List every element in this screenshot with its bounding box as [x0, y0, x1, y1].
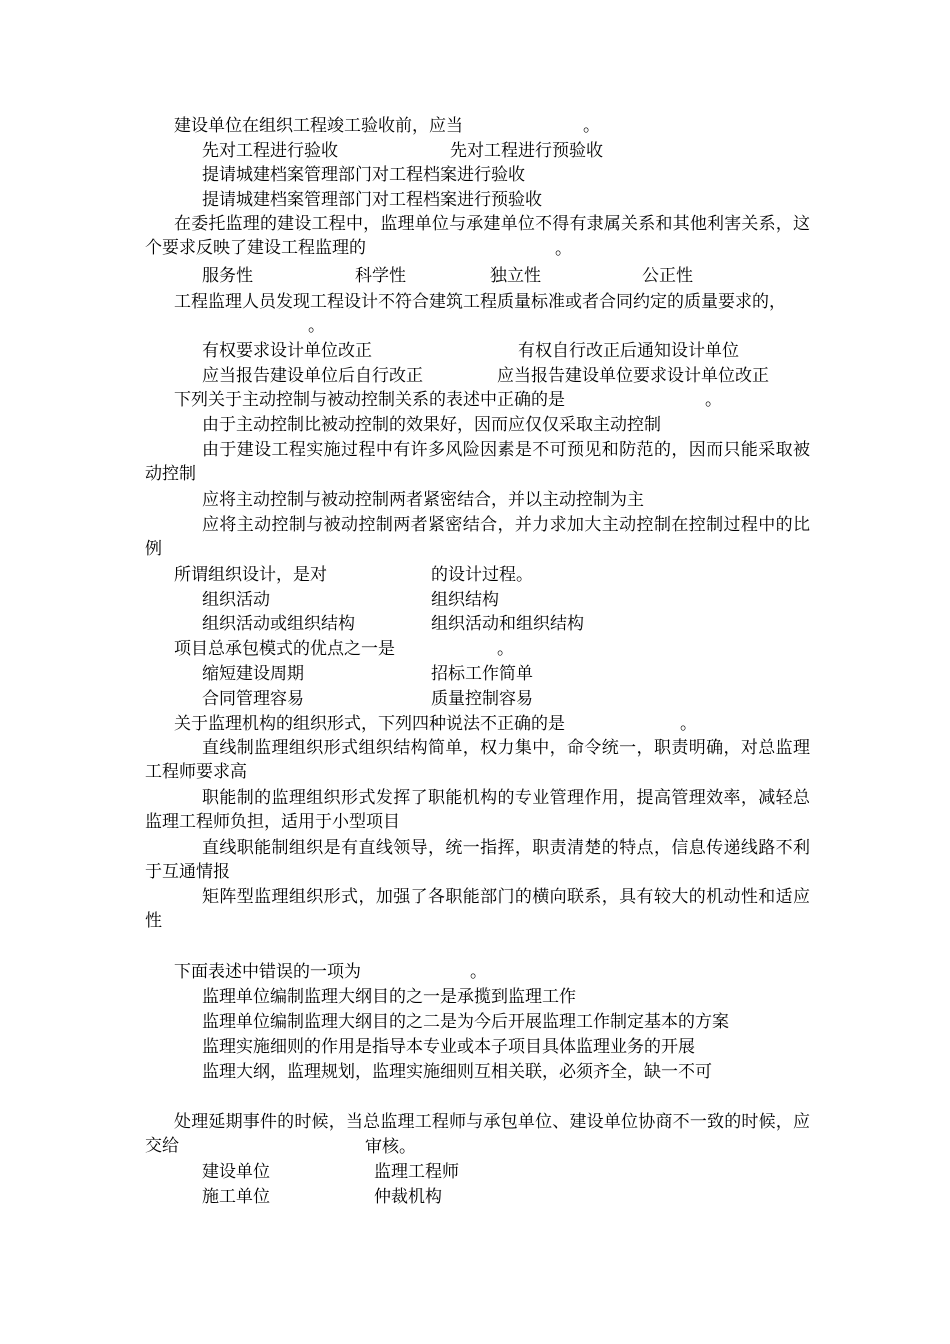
question-1-stem: 建设单位在组织工程竣工验收前，应当 [174, 116, 463, 136]
question-3-stem: 工程监理人员发现工程设计不符合建筑工程质量标准或者合同约定的质量要求的， [174, 292, 786, 312]
question-2-stem: 在委托监理的建设工程中，监理单位与承建单位不得有隶属关系和其他利害关系，这个要求反映了建设工程监理的 [145, 214, 810, 258]
question-4-stem: 下列关于主动控制与被动控制关系的表述中正确的是 [174, 390, 565, 410]
question-7-stem: 关于监理机构的组织形式，下列四种说法不正确的是 [174, 714, 565, 734]
question-3-option-b: 有权自行改正后通知设计单位 [518, 341, 739, 361]
question-2-option-c: 独立性 [490, 266, 541, 286]
question-4-end: 。 [705, 390, 722, 410]
question-1-option-b: 先对工程进行预验收 [450, 141, 603, 161]
question-3-end: 。 [308, 316, 325, 336]
question-7-option-a: 直线制监理组织形式组织结构简单，权力集中，命令统一，职责明确，对总监理工程师要求高 [145, 738, 810, 782]
question-2-option-a: 服务性 [202, 266, 253, 286]
question-7-end: 。 [680, 714, 697, 734]
question-1-option-a: 先对工程进行验收 [202, 141, 338, 161]
question-8-option-b: 监理单位编制监理大纲目的之二是为今后开展监理工作制定基本的方案 [202, 1012, 729, 1032]
question-6-stem: 项目总承包模式的优点之一是 [174, 639, 395, 659]
question-9-option-b: 监理工程师 [374, 1162, 459, 1182]
question-7-option-d: 矩阵型监理组织形式，加强了各职能部门的横向联系，具有较大的机动性和适应性 [145, 887, 810, 931]
question-2-option-d: 公正性 [642, 266, 693, 286]
question-4-option-b: 由于建设工程实施过程中有许多风险因素是不可预见和防范的，因而只能采取被动控制 [145, 440, 810, 484]
question-5-option-c: 组织活动或组织结构 [202, 614, 355, 634]
question-3-option-d: 应当报告建设单位要求设计单位改正 [497, 366, 769, 386]
question-9-option-c: 施工单位 [202, 1187, 270, 1207]
question-8-end: 。 [470, 962, 487, 982]
question-6-option-c: 合同管理容易 [202, 689, 304, 709]
question-5-stem: 所谓组织设计，是对 [174, 565, 327, 585]
question-8-option-c: 监理实施细则的作用是指导本专业或本子项目具体监理业务的开展 [202, 1037, 695, 1057]
question-8-option-d: 监理大纲，监理规划，监理实施细则互相关联，必须齐全，缺一不可 [202, 1062, 712, 1082]
question-5-option-d: 组织活动和组织结构 [431, 614, 584, 634]
question-4-option-d: 应将主动控制与被动控制两者紧密结合，并力求加大主动控制在控制过程中的比例 [145, 515, 810, 559]
question-4-option-a: 由于主动控制比被动控制的效果好，因而应仅仅采取主动控制 [202, 415, 661, 435]
question-2-end: 。 [555, 239, 572, 259]
question-5-option-a: 组织活动 [202, 590, 270, 610]
question-4-option-c: 应将主动控制与被动控制两者紧密结合，并以主动控制为主 [202, 490, 644, 510]
question-1-option-c: 提请城建档案管理部门对工程档案进行验收 [202, 165, 525, 185]
question-6-option-d: 质量控制容易 [431, 689, 533, 709]
question-3-option-c: 应当报告建设单位后自行改正 [202, 366, 423, 386]
question-6-option-b: 招标工作简单 [431, 664, 533, 684]
question-1-option-d: 提请城建档案管理部门对工程档案进行预验收 [202, 190, 542, 210]
question-6-end: 。 [497, 639, 514, 659]
question-5-option-b: 组织结构 [431, 590, 499, 610]
question-5-end: 的设计过程。 [431, 565, 533, 585]
question-7-option-b: 职能制的监理组织形式发挥了职能机构的专业管理作用，提高管理效率，减轻总监理工程师负担，适用于小型项目 [145, 788, 810, 832]
question-9-option-a: 建设单位 [202, 1162, 270, 1182]
question-1-end: 。 [583, 116, 600, 136]
question-7-option-c: 直线职能制组织是有直线领导，统一指挥，职责清楚的特点，信息传递线路不利于互通情报 [145, 838, 810, 882]
question-2-option-b: 科学性 [355, 266, 406, 286]
question-6-option-a: 缩短建设周期 [202, 664, 304, 684]
question-8-stem: 下面表述中错误的一项为 [174, 962, 361, 982]
question-9-end: 审核。 [365, 1137, 416, 1157]
question-9-option-d: 仲裁机构 [374, 1187, 442, 1207]
question-3-option-a: 有权要求设计单位改正 [202, 341, 372, 361]
question-8-option-a: 监理单位编制监理大纲目的之一是承揽到监理工作 [202, 987, 576, 1007]
question-9-stem: 处理延期事件的时候，当总监理工程师与承包单位、建设单位协商不一致的时候，应交给 [145, 1112, 810, 1156]
